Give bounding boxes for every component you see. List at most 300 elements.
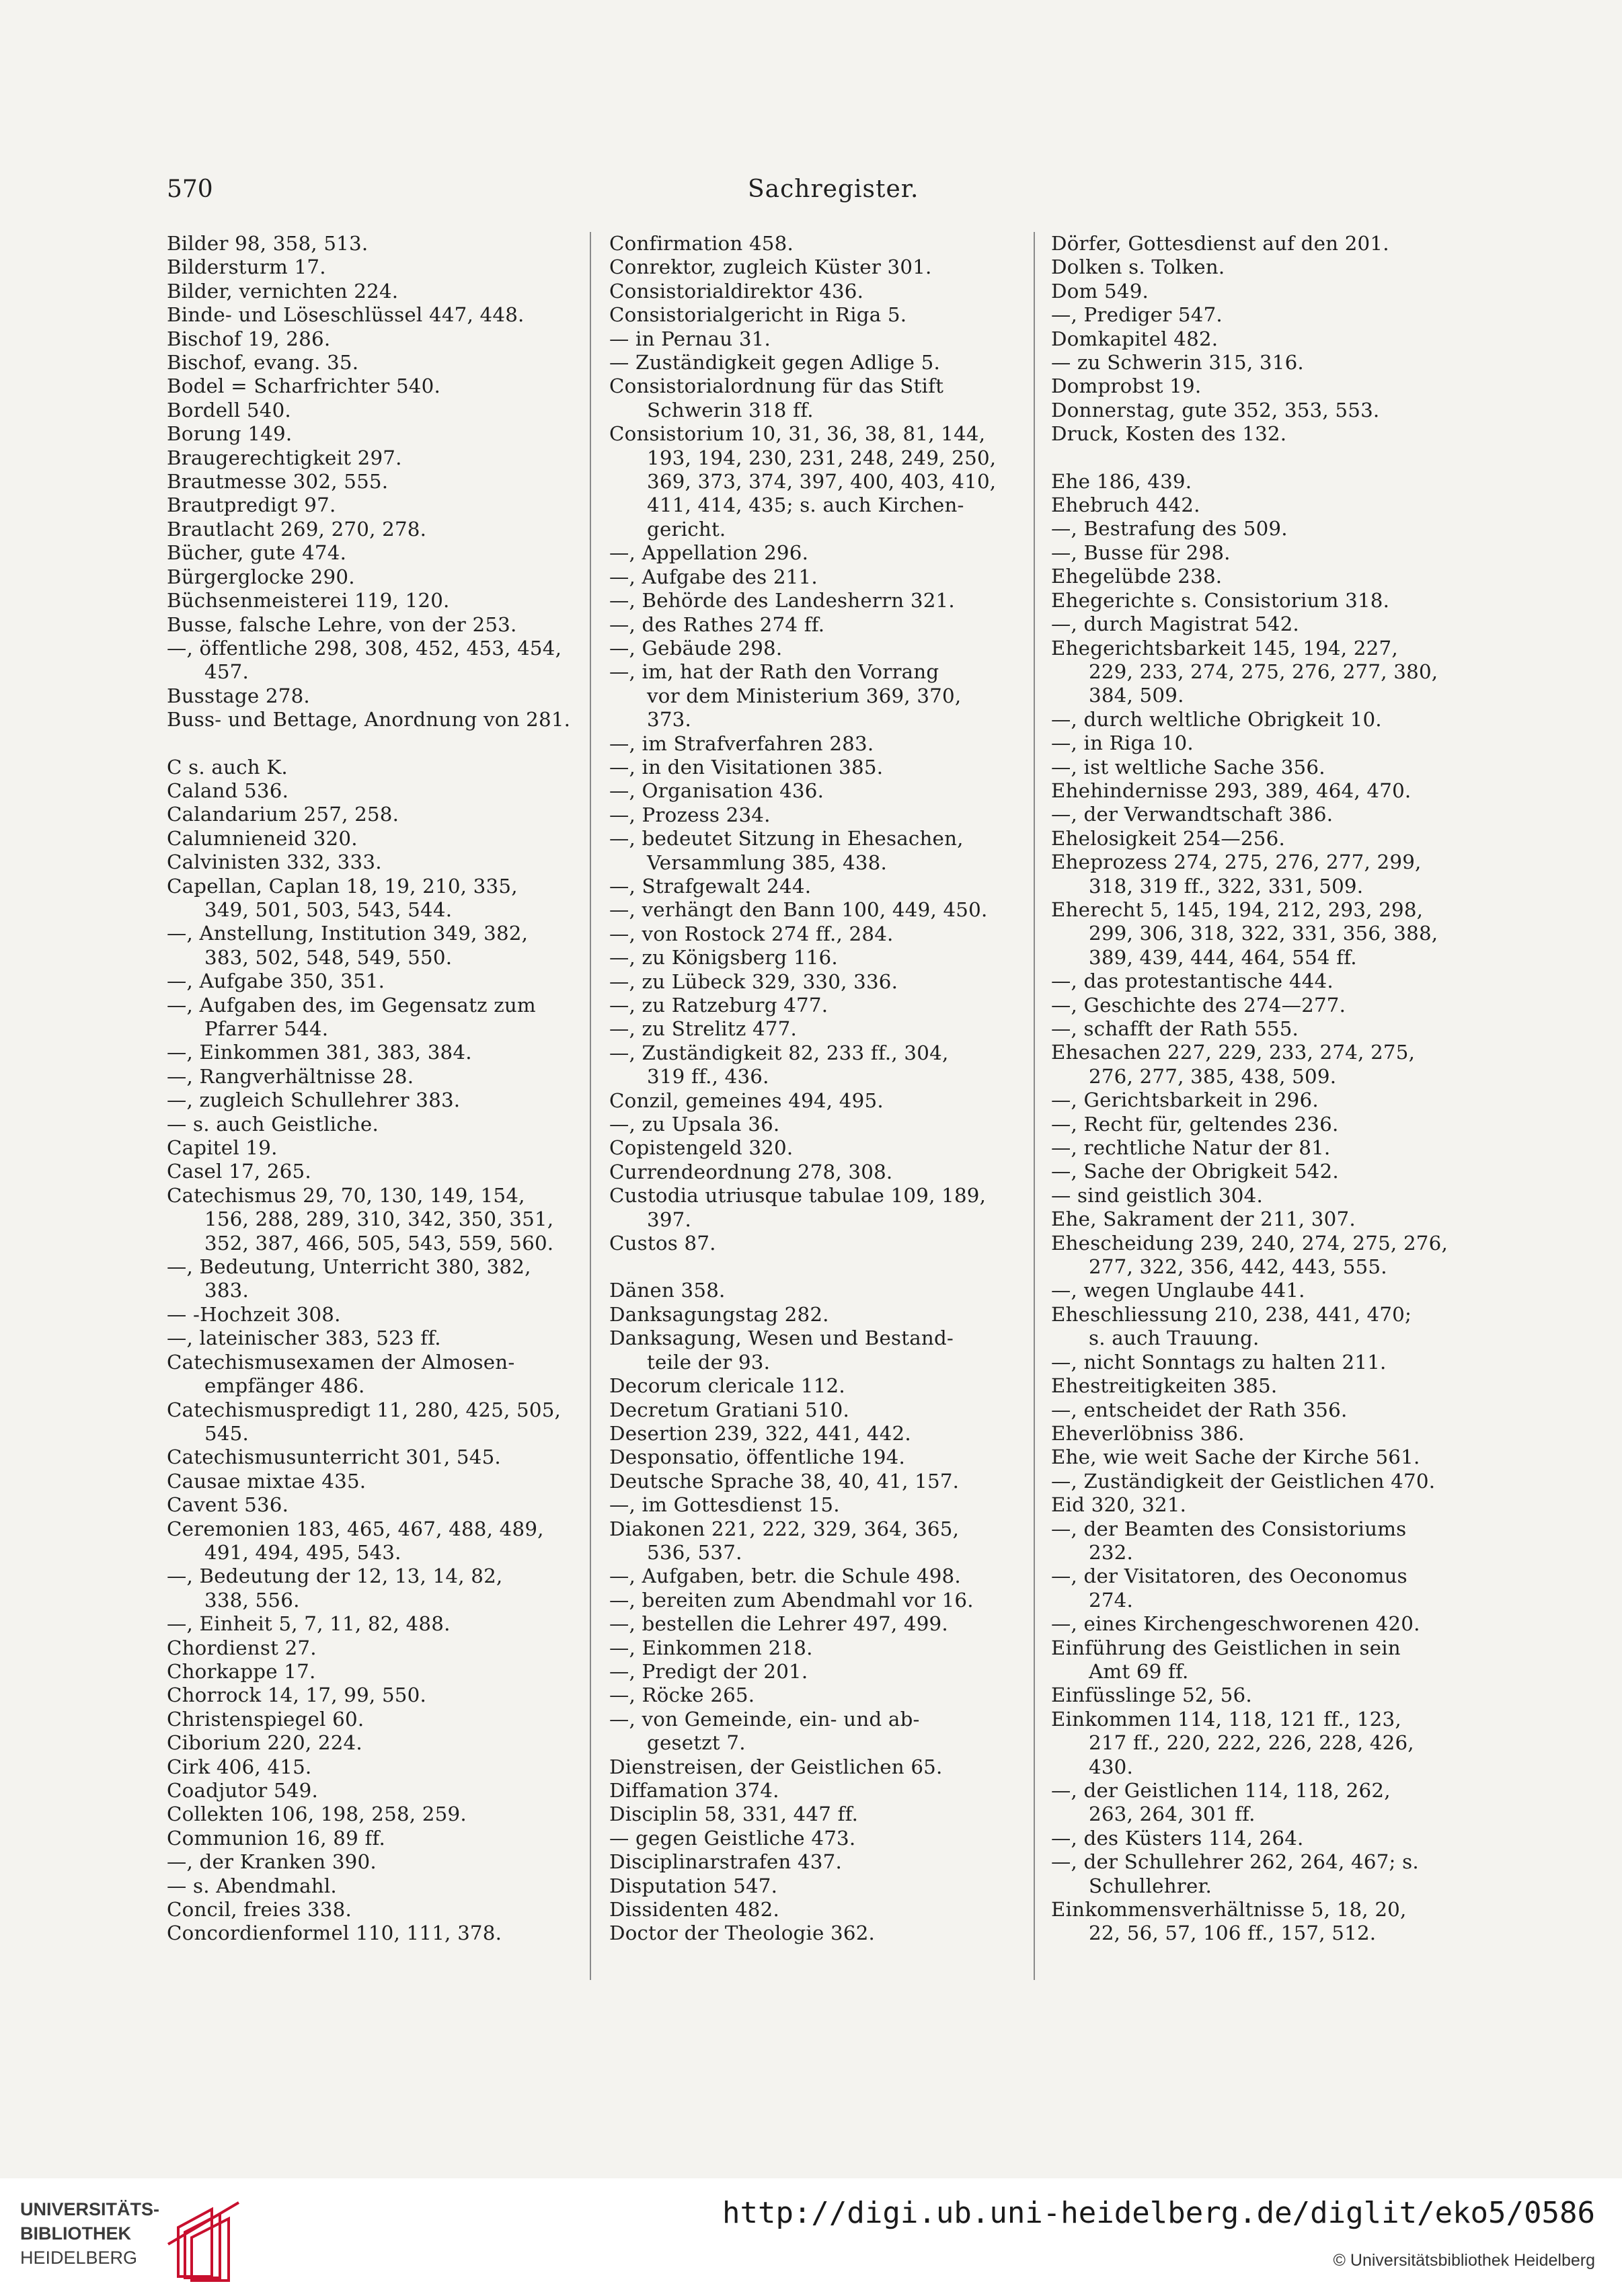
index-entry (609, 1589, 1026, 1612)
index-entry-line: —, öffentliche 298, 308, 452, 453, 454, (167, 636, 562, 660)
index-entry (609, 1374, 1026, 1398)
copyright-notice: © Universitätsbibliothek Heidelberg (1333, 2251, 1595, 2270)
index-entry-line: —, Einheit 5, 7, 11, 82, 488. (167, 1612, 451, 1636)
index-entry (1051, 612, 1468, 636)
logo-line: BIBLIOTHEK (20, 2223, 131, 2244)
index-entry-line: Collekten 106, 198, 258, 259. (167, 1803, 467, 1826)
index-entry (609, 1232, 1026, 1255)
index-entry-line: Causae mixtae 435. (167, 1469, 366, 1493)
index-entry (609, 232, 1026, 255)
index-entry-line: —, der Geistlichen 114, 118, 262, (1051, 1779, 1391, 1802)
index-entry (609, 875, 1026, 898)
index-entry-line: Ehegerichtsbarkeit 145, 194, 227, (1051, 636, 1398, 660)
index-entry-continuation: 319 ff., 436. (647, 1065, 769, 1088)
index-entry-line: Capitel 19. (167, 1136, 278, 1160)
index-entry (609, 1113, 1026, 1136)
index-entry-line: —, zu Lübeck 329, 330, 336. (609, 969, 898, 993)
library-emblem-icon (165, 2197, 245, 2285)
index-entry (1051, 827, 1468, 850)
index-entry (167, 850, 584, 874)
index-entry-line: Chorrock 14, 17, 99, 550. (167, 1684, 426, 1707)
index-entry (167, 922, 584, 969)
index-entry-line: Bürgerglocke 290. (167, 565, 355, 588)
index-entry-line: Ehescheidung 239, 240, 274, 275, 276, (1051, 1231, 1448, 1255)
index-entry-line: Conzil, gemeines 494, 495. (609, 1088, 884, 1112)
index-entry (1051, 1136, 1468, 1160)
index-entry (167, 255, 584, 279)
index-entry-line: Büchsenmeisterei 119, 120. (167, 589, 450, 612)
index-entry (609, 1470, 1026, 1493)
index-entry-continuation: 276, 277, 385, 438, 509. (1089, 1064, 1337, 1088)
index-entry (167, 374, 584, 398)
index-entry-continuation: 545. (204, 1421, 249, 1445)
index-entry-continuation: 430. (1089, 1755, 1134, 1778)
index-entry-line: —, Gerichtsbarkeit in 296. (1051, 1088, 1319, 1112)
index-entry-line: Disputation 547. (609, 1874, 778, 1897)
page-number: 570 (167, 175, 213, 203)
index-entry-line: Consistorium 10, 31, 36, 38, 81, 144, (609, 422, 986, 446)
index-entry-line: Catechismusexamen der Almosen- (167, 1350, 515, 1374)
index-entry (167, 589, 584, 612)
index-entry-continuation: Schullehrer. (1089, 1874, 1212, 1897)
index-entry (1051, 779, 1468, 803)
index-entry (1051, 517, 1468, 541)
index-entry (167, 493, 584, 517)
index-entry-line: Ehelosigkeit 254—256. (1051, 826, 1285, 850)
index-entry-line: Brautmesse 302, 555. (167, 470, 389, 493)
index-entry (167, 1398, 584, 1446)
index-entry-continuation: 318, 319 ff., 322, 331, 509. (1089, 874, 1364, 898)
index-entry-line: Ehestreitigkeiten 385. (1051, 1374, 1278, 1398)
index-entry-line: Cavent 536. (167, 1493, 289, 1517)
index-entry (167, 779, 584, 803)
index-entry (1051, 399, 1468, 422)
index-entry (167, 708, 584, 731)
index-entry (167, 1470, 584, 1493)
index-entry (167, 1779, 584, 1803)
index-entry-line: — s. auch Geistliche. (167, 1112, 379, 1136)
index-entry (1051, 1208, 1468, 1231)
index-entry (1051, 1279, 1468, 1302)
index-entry (167, 1327, 584, 1350)
index-entry (167, 1136, 584, 1160)
index-entry-line: Ehehindernisse 293, 389, 464, 470. (1051, 779, 1412, 802)
index-entry-line: Confirmation 458. (609, 232, 794, 255)
index-entry (167, 756, 584, 779)
index-entry-line: Ciborium 220, 224. (167, 1731, 362, 1755)
index-entry-line: Bordell 540. (167, 398, 291, 422)
index-entry (1051, 255, 1468, 279)
index-entry (167, 994, 584, 1041)
index-entry (1051, 1374, 1468, 1398)
index-entry-line: —, Organisation 436. (609, 779, 824, 803)
index-entry (1051, 1160, 1468, 1183)
index-entry (167, 351, 584, 374)
index-entry (1051, 280, 1468, 303)
index-entry (609, 1398, 1026, 1422)
index-entry-line: —, ist weltliche Sache 356. (1051, 755, 1325, 779)
index-entry (609, 422, 1026, 541)
index-entry-line: —, verhängt den Bann 100, 449, 450. (609, 898, 988, 922)
index-entry-line: Concordienformel 110, 111, 378. (167, 1922, 502, 1945)
index-entry-line: —, schafft der Rath 555. (1051, 1017, 1299, 1040)
index-entry-line: Busstage 278. (167, 684, 310, 707)
index-entry (609, 1160, 1026, 1184)
index-entry (1051, 1398, 1468, 1422)
index-entry (1051, 493, 1468, 517)
index-entry (1051, 1684, 1468, 1707)
index-entry-continuation: 229, 233, 274, 275, 276, 277, 380, (1089, 660, 1438, 683)
index-entry-continuation: Amt 69 ff. (1089, 1659, 1189, 1683)
index-entry-continuation: 274. (1089, 1588, 1134, 1612)
index-entry (609, 1184, 1026, 1232)
index-entry (167, 422, 584, 446)
index-entry (1051, 1088, 1468, 1112)
index-entry-line: C s. auch K. (167, 755, 288, 779)
index-entry (609, 280, 1026, 303)
index-entry-line: Calumnieneid 320. (167, 826, 358, 850)
index-entry-line: Druck, Kosten des 132. (1051, 422, 1287, 446)
index-entry (167, 1922, 584, 1945)
index-entry (609, 660, 1026, 731)
index-entry-line: — gegen Geistliche 473. (609, 1826, 856, 1850)
index-entry (1051, 1850, 1468, 1898)
index-entry (1051, 1827, 1468, 1850)
index-entry-line: Ehegelübde 238. (1051, 565, 1223, 588)
index-entry (167, 232, 584, 255)
index-entry (609, 1446, 1026, 1469)
index-entry-line: Consistorialordnung für das Stift (609, 374, 944, 398)
index-entry-line: Eid 320, 321. (1051, 1493, 1187, 1517)
index-entry-line: — sind geistlich 304. (1051, 1183, 1263, 1207)
index-entry-line: —, des Rathes 274 ff. (609, 612, 825, 636)
index-entry (1051, 1351, 1468, 1374)
index-entry-line: Bodel = Scharfrichter 540. (167, 374, 440, 398)
index-entry-line: Doctor der Theologie 362. (609, 1922, 876, 1945)
index-entry (167, 280, 584, 303)
index-entry-line: —, der Beamten des Consistoriums (1051, 1517, 1407, 1540)
index-entry (167, 827, 584, 850)
index-entry (1051, 1493, 1468, 1517)
index-entry-line: —, zu Strelitz 477. (609, 1017, 798, 1041)
index-entry-continuation: 383, 502, 548, 549, 550. (204, 945, 453, 969)
index-entry (609, 1827, 1026, 1850)
index-entry (609, 1660, 1026, 1684)
index-entry (1051, 994, 1468, 1017)
index-entry (167, 1517, 584, 1565)
index-entry (167, 1184, 584, 1255)
index-entry (609, 1303, 1026, 1327)
index-entry-continuation: 299, 306, 318, 322, 331, 356, 388, (1089, 922, 1438, 945)
index-entry-line: Coadjutor 549. (167, 1779, 318, 1802)
index-entry-line: Copistengeld 320. (609, 1136, 794, 1160)
index-entry (167, 1493, 584, 1517)
index-entry (167, 1351, 584, 1398)
index-entry-line: —, Predigt der 201. (609, 1659, 808, 1683)
index-entry (1051, 969, 1468, 993)
index-entry-line: Bischof, evang. 35. (167, 351, 359, 374)
logo-text (20, 2197, 182, 2270)
index-entry-line: Einkommen 114, 118, 121 ff., 123, (1051, 1707, 1401, 1731)
index-entry (1051, 1184, 1468, 1208)
index-entry (609, 613, 1026, 637)
index-entry-line: —, Röcke 265. (609, 1684, 755, 1707)
index-entry-continuation: 383. (204, 1279, 249, 1302)
index-entry-line: —, im Strafverfahren 283. (609, 731, 874, 755)
index-entry-line: —, entscheidet der Rath 356. (1051, 1398, 1348, 1421)
index-entry-continuation: Schwerin 318 ff. (647, 398, 814, 422)
index-entry (1051, 1303, 1468, 1351)
index-entry (167, 1755, 584, 1779)
index-entry (609, 1874, 1026, 1898)
index-entry-line: —, der Verwandtschaft 386. (1051, 803, 1334, 826)
index-entry-continuation: 384, 509. (1089, 684, 1184, 707)
index-entry-line: Christenspiegel 60. (167, 1707, 364, 1731)
index-entry-continuation: 411, 414, 435; s. auch Kirchen- (647, 493, 964, 517)
index-entry-line: Buss- und Bettage, Anordnung von 281. (167, 708, 571, 731)
index-entry (167, 1874, 584, 1898)
index-entry-line: Ehesachen 227, 229, 233, 274, 275, (1051, 1041, 1416, 1064)
index-entry (609, 1922, 1026, 1945)
index-entry (167, 1041, 584, 1064)
index-entry (609, 1612, 1026, 1636)
index-entry-continuation: 536, 537. (647, 1540, 742, 1564)
index-entry-line: Consistorialdirektor 436. (609, 279, 864, 303)
index-entry-line: Dänen 358. (609, 1279, 726, 1302)
index-entry-continuation: 457. (204, 660, 249, 684)
index-entry-line: Disciplinarstrafen 437. (609, 1850, 842, 1874)
index-entry-continuation: teile der 93. (647, 1350, 771, 1374)
page-title: Sachregister. (748, 175, 919, 203)
index-entry (1051, 803, 1468, 826)
index-entry-line: —, das protestantische 444. (1051, 969, 1334, 993)
index-entry (609, 1755, 1026, 1779)
index-entry (1051, 541, 1468, 565)
index-entry-line: —, im, hat der Rath den Vorrang (609, 660, 939, 684)
index-entry (609, 1136, 1026, 1160)
index-entry-continuation: gesetzt 7. (647, 1731, 746, 1755)
index-entry-continuation: 277, 322, 356, 442, 443, 555. (1089, 1255, 1387, 1279)
index-entry-line: Eheprozess 274, 275, 276, 277, 299, (1051, 850, 1422, 874)
index-entry-line: —, durch Magistrat 542. (1051, 612, 1299, 636)
index-entry-line: Ehegerichte s. Consistorium 318. (1051, 588, 1390, 612)
index-entry (609, 589, 1026, 612)
index-entry-line: —, Prediger 547. (1051, 303, 1223, 327)
index-entry-continuation: 232. (1089, 1540, 1134, 1564)
index-entry (167, 1803, 584, 1826)
index-entry-line: —, wegen Unglaube 441. (1051, 1279, 1305, 1302)
index-entry (167, 1636, 584, 1660)
index-entry (1051, 565, 1468, 588)
index-entry (1051, 1565, 1468, 1612)
index-entry (167, 1255, 584, 1303)
index-entry-continuation: 22, 56, 57, 106 ff., 157, 512. (1089, 1922, 1377, 1945)
index-entry (167, 637, 584, 684)
index-entry-continuation: 217 ff., 220, 222, 226, 228, 426, (1089, 1731, 1414, 1755)
index-entry-line: Calandarium 257, 258. (167, 803, 399, 826)
index-entry-line: Eherecht 5, 145, 194, 212, 293, 298, (1051, 898, 1424, 921)
index-entry (167, 875, 584, 922)
index-entry-line: —, rechtliche Natur der 81. (1051, 1136, 1331, 1160)
index-entry-line: Ehebruch 442. (1051, 493, 1200, 517)
index-entry-line: Einführung des Geistlichen in sein (1051, 1636, 1401, 1659)
index-entry (609, 1517, 1026, 1565)
index-entry-continuation: Pfarrer 544. (204, 1017, 329, 1040)
index-entry-line: Eheschliessung 210, 238, 441, 470; (1051, 1302, 1412, 1326)
index-entry (167, 1088, 584, 1112)
index-entry (609, 255, 1026, 279)
index-entry (609, 994, 1026, 1017)
index-entry-line: Borung 149. (167, 422, 293, 446)
index-entry (609, 1327, 1026, 1374)
index-entry-line: Danksagungstag 282. (609, 1302, 829, 1326)
index-entry (1051, 1113, 1468, 1136)
index-entry-line: Dörfer, Gottesdienst auf den 201. (1051, 232, 1389, 255)
index-entry-continuation: empfänger 486. (204, 1374, 365, 1398)
index-entry-line: — Zuständigkeit gegen Adlige 5. (609, 351, 940, 374)
index-entry-line: Ehe 186, 439. (1051, 469, 1192, 493)
index-entry (167, 1565, 584, 1612)
index-entry-line: Chordienst 27. (167, 1636, 317, 1659)
index-entry-line: —, Recht für, geltendes 236. (1051, 1112, 1339, 1136)
index-entry (1051, 731, 1468, 755)
index-entry-line: —, im Gottesdienst 15. (609, 1493, 840, 1517)
index-entry-line: Bischof 19, 286. (167, 327, 331, 350)
index-entry-line: —, Sache der Obrigkeit 542. (1051, 1160, 1339, 1183)
index-entry (167, 1708, 584, 1731)
index-entry (609, 898, 1026, 922)
index-entry-line: —, bestellen die Lehrer 497, 499. (609, 1612, 948, 1636)
index-entry (1051, 470, 1468, 493)
index-entry (1051, 1470, 1468, 1493)
index-entry (1051, 1636, 1468, 1684)
index-entry-line: Decretum Gratiani 510. (609, 1398, 849, 1421)
index-entry-line: Braugerechtigkeit 297. (167, 446, 402, 469)
index-entry-line: Capellan, Caplan 18, 19, 210, 335, (167, 874, 518, 898)
index-entry (609, 922, 1026, 946)
index-entry (167, 446, 584, 470)
index-entry-continuation: gericht. (647, 517, 726, 541)
index-entry (609, 1565, 1026, 1588)
index-entry-continuation: 263, 264, 301 ff. (1089, 1803, 1256, 1826)
index-entry-line: —, in den Visitationen 385. (609, 755, 884, 779)
index-entry-line: Binde- und Löseschlüssel 447, 448. (167, 303, 525, 327)
index-entry (609, 1636, 1026, 1660)
index-entry-line: —, nicht Sonntags zu halten 211. (1051, 1350, 1387, 1374)
index-entry-line: Busse, falsche Lehre, von der 253. (167, 612, 517, 636)
index-entry-line: Communion 16, 89 ff. (167, 1826, 385, 1850)
index-entry-line: —, Bestrafung des 509. (1051, 517, 1288, 541)
index-entry-continuation: 338, 556. (204, 1588, 300, 1612)
index-entry-line: —, bedeutet Sitzung in Ehesachen, (609, 827, 964, 850)
index-entry (609, 827, 1026, 875)
index-entry (167, 1113, 584, 1136)
index-entry-line: Dissidenten 482. (609, 1898, 779, 1922)
index-entry (609, 1422, 1026, 1446)
index-entry-line: —, Einkommen 218. (609, 1636, 813, 1659)
index-entry (167, 1065, 584, 1088)
index-entry-line: Dolken s. Tolken. (1051, 255, 1225, 279)
index-entry (1051, 351, 1468, 374)
index-entry (1051, 1612, 1468, 1636)
running-head (0, 169, 1622, 210)
index-entry (1051, 1017, 1468, 1041)
index-entry (1051, 1446, 1468, 1469)
index-entry-line: Caland 536. (167, 779, 289, 802)
index-entry-line: Ceremonien 183, 465, 467, 488, 489, (167, 1517, 544, 1540)
index-entry-continuation: 369, 373, 374, 397, 400, 403, 410, (647, 470, 997, 493)
logo-line: UNIVERSITÄTS- (20, 2199, 160, 2219)
index-entry (609, 1779, 1026, 1803)
index-entry-line: Deutsche Sprache 38, 40, 41, 157. (609, 1469, 960, 1493)
index-entry (609, 1708, 1026, 1755)
index-entry-line: —, zu Königsberg 116. (609, 946, 838, 969)
index-entry-line: —, Prozess 234. (609, 803, 771, 826)
permalink-url[interactable]: http://digi.ub.uni-heidelberg.de/diglit/eko5/0586 (722, 2196, 1595, 2230)
index-entry (609, 1493, 1026, 1517)
index-entry-line: —, lateinischer 383, 523 ff. (167, 1327, 441, 1350)
index-entry-line: —, Aufgaben des, im Gegensatz zum (167, 993, 536, 1017)
index-entry-line: —, Busse für 298. (1051, 541, 1231, 564)
index-entry (167, 518, 584, 541)
index-entry-line: —, zugleich Schullehrer 383. (167, 1088, 461, 1112)
index-entry (167, 684, 584, 708)
library-logo[interactable] (20, 2197, 397, 2285)
index-entry (609, 970, 1026, 994)
index-entry-line: Bücher, gute 474. (167, 541, 347, 565)
index-entry-line: Desponsatio, öffentliche 194. (609, 1446, 906, 1469)
index-entry (1051, 303, 1468, 327)
index-entry (609, 565, 1026, 589)
index-entry-line: —, Anstellung, Institution 349, 382, (167, 922, 529, 945)
index-entry (609, 803, 1026, 827)
index-entry (609, 637, 1026, 660)
index-entry (167, 1827, 584, 1850)
index-entry (609, 1684, 1026, 1707)
index-entry (609, 1803, 1026, 1826)
index-entry-line: Calvinisten 332, 333. (167, 850, 382, 874)
index-entry (1051, 898, 1468, 969)
index-entry (1051, 1041, 1468, 1088)
index-entry-line: Eheverlöbniss 386. (1051, 1421, 1245, 1445)
index-entry (167, 303, 584, 327)
index-entry (609, 541, 1026, 565)
index-entry (1051, 374, 1468, 398)
index-entry-line: Catechismus 29, 70, 130, 149, 154, (167, 1183, 525, 1207)
index-entry-line: Domprobst 19. (1051, 374, 1202, 398)
index-entry (1051, 1708, 1468, 1779)
index-entry (1051, 1779, 1468, 1827)
index-entry (167, 1446, 584, 1469)
index-entry-line: —, der Visitatoren, des Oeconomus (1051, 1565, 1407, 1588)
index-entry (167, 969, 584, 993)
index-entry (609, 1898, 1026, 1922)
index-entry (1051, 1232, 1468, 1279)
index-entry-continuation: 397. (647, 1208, 692, 1231)
index-entry-line: Desertion 239, 322, 441, 442. (609, 1421, 911, 1445)
index-entry (167, 1731, 584, 1755)
index-entry (167, 1660, 584, 1684)
index-entry (609, 732, 1026, 756)
index-entry (1051, 637, 1468, 708)
index-entry-line: Consistorialgericht in Riga 5. (609, 303, 907, 327)
index-entry (609, 756, 1026, 779)
index-entry (167, 470, 584, 493)
index-entry-line: —, Geschichte des 274—277. (1051, 993, 1346, 1017)
index-entry-continuation: 352, 387, 466, 505, 543, 559, 560. (204, 1231, 554, 1255)
index-entry-line: —, der Kranken 390. (167, 1850, 377, 1874)
index-entry-line: Domkapitel 482. (1051, 327, 1219, 350)
